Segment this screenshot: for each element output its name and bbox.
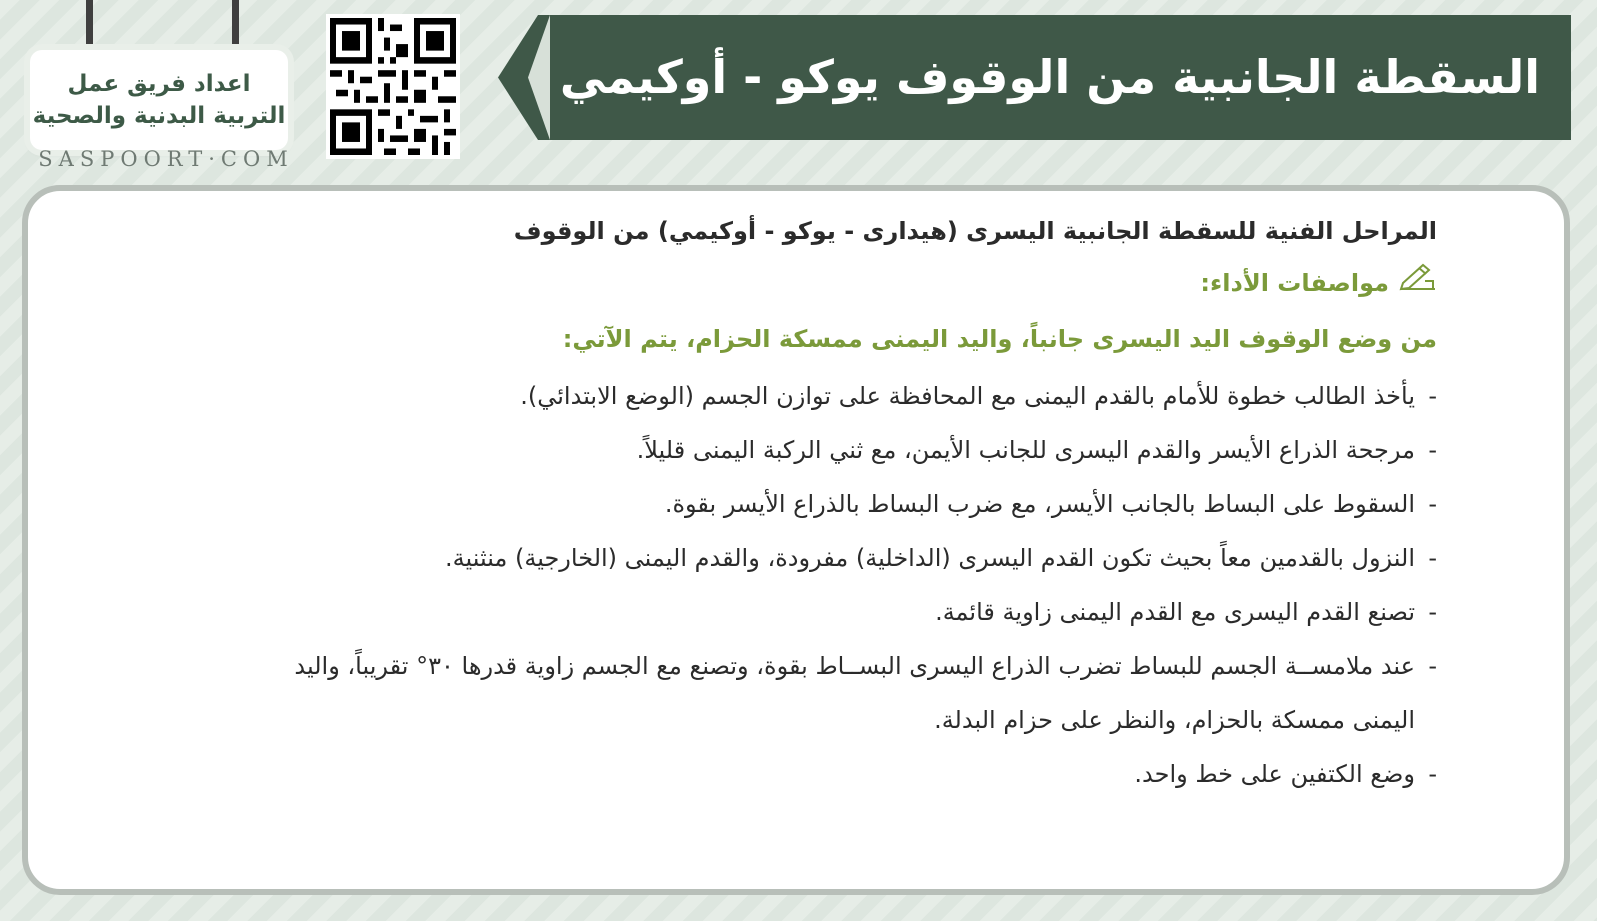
list-item: -النزول بالقدمين معاً بحيث تكون القدم اليسرى (الداخلية) مفرودة، والقدم اليمنى (الخارجية) منثنية. (445, 544, 1437, 572)
credit-line-1: اعداد فريق عمل (67, 71, 251, 97)
site-watermark: SASPOORT·COM (38, 147, 294, 171)
list-item: -السقوط على البساط بالجانب الأيسر، مع ضرب البساط بالذراع الأيسر بقوة. (664, 490, 1437, 518)
list-item: -يأخذ الطالب خطوة للأمام بالقدم اليمنى مع المحافظة على توازن الجسم (الوضع الابتدائي). (520, 382, 1437, 410)
credit-line-2: التربية البدنية والصحية (32, 103, 286, 129)
content-body (177, 205, 1437, 801)
page-title: السقطة الجانبية من الوقوف يوكو - أوكيمي (559, 50, 1540, 104)
hanging-wire-right (232, 0, 239, 52)
performance-label-row (177, 257, 1437, 309)
credit-card (30, 50, 288, 150)
list-item: -تصنع القدم اليسرى مع القدم اليمنى زاوية قائمة. (935, 598, 1437, 626)
intro-text: من وضع الوقوف اليد اليسرى جانباً، واليد اليمنى ممسكة الحزام، يتم الآتي: (562, 325, 1437, 353)
list-item-continuation: اليمنى ممسكة بالحزام، والنظر على حزام البدلة. (934, 706, 1415, 734)
list-item: -وضع الكتفين على خط واحد. (1134, 760, 1437, 788)
qr-code-icon (326, 14, 460, 159)
pencil-writing-icon (1397, 257, 1437, 309)
list-item: -عند ملامســة الجسم للبساط تضرب الذراع اليسرى البســاط بقوة، وتصنع مع الجسم زاوية قدرها ٣٠° تقريباً، واليد (294, 652, 1437, 680)
list-item: -مرجحة الذراع الأيسر والقدم اليسرى للجانب الأيمن، مع ثني الركبة اليمنى قليلاً. (636, 436, 1437, 464)
section-heading: المراحل الفنية للسقطة الجانبية اليسرى (هيدارى - يوكو - أوكيمي) من الوقوف (513, 217, 1437, 245)
performance-label: مواصفات الأداء: (1200, 269, 1389, 297)
hanging-wire-left (86, 0, 93, 52)
